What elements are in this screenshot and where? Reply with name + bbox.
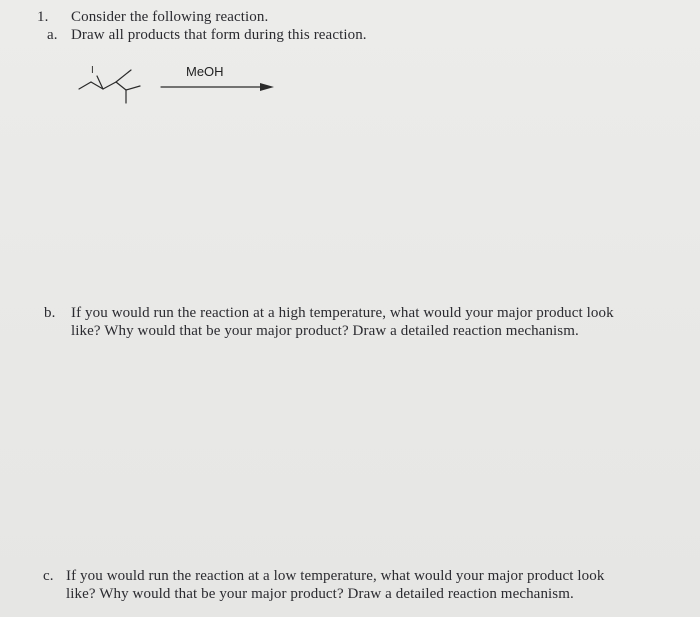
part-a-text: Draw all products that form during this reaction. — [71, 27, 367, 43]
question-number: 1. — [37, 9, 49, 25]
skeletal-bond — [126, 86, 140, 90]
skeletal-bond — [79, 82, 91, 89]
part-c-letter: c. — [43, 568, 54, 584]
skeletal-bond — [116, 70, 131, 82]
part-a-letter: a. — [47, 27, 58, 43]
part-b-letter: b. — [44, 305, 56, 321]
skeletal-bond — [116, 82, 126, 90]
part-c-text-line1: If you would run the reaction at a low temperature, what would your major product look — [66, 568, 605, 584]
iodine-label: I — [91, 65, 94, 76]
question-prompt: Consider the following reaction. — [71, 9, 269, 25]
part-b-text-line1: If you would run the reaction at a high temperature, what would your major product look — [71, 305, 614, 321]
part-c-text-line2: like? Why would that be your major product? Draw a detailed reaction mechanism. — [66, 586, 574, 602]
arrow-head — [260, 83, 274, 91]
part-b-text-line2: like? Why would that be your major product? Draw a detailed reaction mechanism. — [71, 323, 579, 339]
reagent-label: MeOH — [186, 64, 224, 79]
skeletal-bond — [103, 82, 116, 89]
